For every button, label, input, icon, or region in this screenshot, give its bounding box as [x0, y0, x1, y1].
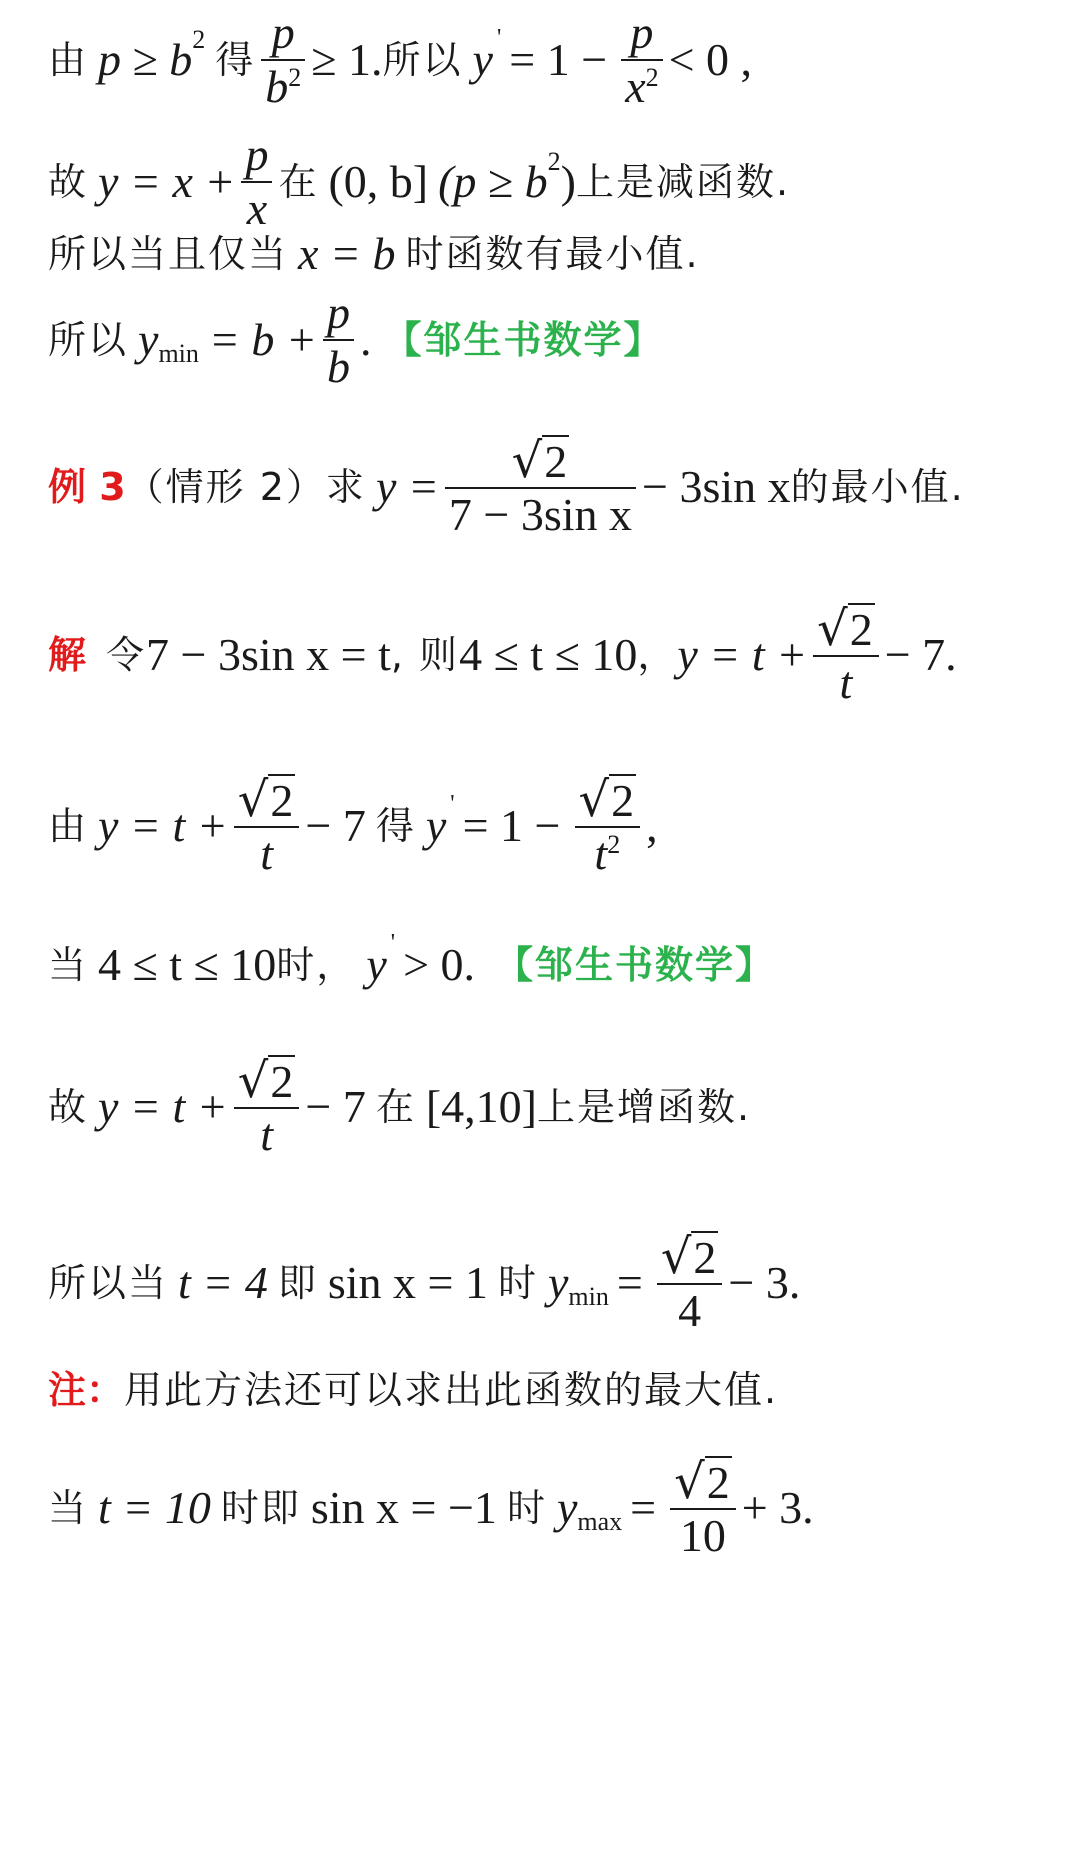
denominator: t	[594, 827, 608, 879]
subscript-min: min	[568, 1282, 609, 1311]
greater-than-zero: > 0.	[403, 939, 476, 990]
interval: (0, b]	[328, 156, 429, 207]
example-3-statement	[48, 432, 1060, 542]
brand-watermark: 【邹生书数学】	[495, 943, 776, 987]
fraction-sqrt2-over-4	[657, 1228, 723, 1336]
sinx-equals-minus-1: sin x = −1	[310, 1482, 497, 1533]
text-zai: 在	[375, 1085, 416, 1129]
substitution: 7 − 3sin x = t	[146, 629, 391, 680]
text-min-value: 时函数有最小值.	[405, 232, 700, 276]
text-ze: , 则	[390, 633, 460, 677]
text-zai: 在	[278, 160, 319, 204]
y-equals-t-plus: y = t +	[98, 800, 228, 851]
ge-one: ≥ 1.	[311, 34, 383, 85]
condition-math: p ≥ b	[98, 34, 193, 85]
plus-3: + 3.	[741, 1482, 814, 1533]
fraction-p-over-x	[241, 128, 272, 234]
minus-3sinx: − 3sin x	[642, 461, 791, 512]
sinx-equals-1: sin x = 1	[327, 1257, 488, 1308]
minimum-result	[48, 1228, 1060, 1338]
brand-watermark: 【邹生书数学】	[383, 318, 664, 362]
t-equals-10: t = 10	[98, 1482, 211, 1533]
superscript: 2	[645, 63, 659, 92]
var-y: y	[366, 939, 387, 990]
var-y: y	[556, 1482, 578, 1533]
var-y: y	[138, 314, 159, 365]
text-gu: 故	[48, 1085, 89, 1129]
t-range: 4 ≤ t ≤ 10	[459, 629, 638, 680]
text-case-2: （情形 2）求	[125, 465, 366, 509]
radicand: 2	[611, 774, 635, 826]
superscript: 2	[288, 63, 302, 92]
denominator: x	[246, 183, 268, 234]
derivation-line-2	[48, 128, 1060, 234]
text-decreasing: 上是减函数.	[576, 160, 791, 204]
prime-mark: '	[390, 930, 396, 956]
sqrt-2: √ 2	[578, 771, 635, 828]
superscript: 2	[547, 147, 561, 176]
var-y: y	[472, 34, 493, 85]
solution-substitution	[48, 600, 1060, 710]
text-you: 由	[48, 804, 89, 848]
numerator: p	[245, 128, 269, 180]
y-equals-t-plus: y = t +	[98, 1081, 228, 1132]
y-equals-t-plus: y = t +	[677, 629, 808, 680]
sqrt-2: √ 2	[237, 771, 294, 828]
sign-of-derivative	[48, 930, 1060, 996]
comma: ,	[646, 800, 658, 851]
solution-label: 解	[48, 633, 87, 677]
minus-3: − 3.	[728, 1257, 801, 1308]
fraction-p-over-x2	[621, 6, 662, 112]
equals-one-minus: = 1 −	[462, 800, 561, 851]
sqrt-2: √ 2	[511, 432, 568, 489]
derivation-line-1	[48, 6, 1060, 112]
derivative-line	[48, 768, 1060, 884]
equals: =	[616, 1257, 643, 1308]
denominator: x	[625, 61, 646, 112]
text-find-min: 的最小值.	[790, 465, 965, 509]
less-than-zero: < 0 ,	[668, 34, 753, 85]
example-label: 例 3	[48, 465, 126, 509]
fraction-sqrt2-over-t	[813, 600, 879, 708]
subscript-min: min	[158, 339, 199, 368]
t-equals-4: t = 4	[178, 1257, 268, 1308]
text-when-only-when: 所以当且仅当	[48, 232, 289, 276]
denominator: 10	[679, 1509, 726, 1561]
var-y: y	[548, 1257, 569, 1308]
denominator: t	[260, 827, 273, 879]
fraction-sqrt2-over-t	[234, 771, 300, 879]
numerator: p	[326, 286, 350, 338]
text-shi: 时	[497, 1261, 538, 1305]
minus-7: − 7.	[884, 629, 957, 680]
fraction-sqrt2-over-expr	[445, 432, 636, 540]
text-shi: 时，	[276, 943, 357, 987]
increasing-conclusion	[48, 1052, 1060, 1162]
text-you: 由	[48, 38, 89, 82]
sqrt-2: √ 2	[660, 1228, 717, 1285]
period: .	[359, 314, 372, 365]
text-shi: 时	[506, 1486, 547, 1530]
condition-close: )	[560, 156, 576, 207]
denominator: b	[326, 341, 350, 392]
function-lhs: y = x +	[98, 156, 236, 207]
radicand: 2	[544, 435, 568, 487]
numerator: p	[271, 6, 295, 58]
denominator: 4	[678, 1284, 702, 1336]
fraction-p-over-b	[323, 286, 354, 392]
text-gu: 故	[48, 160, 89, 204]
text-de: 得	[375, 804, 416, 848]
superscript: 2	[607, 829, 621, 859]
denominator: t	[260, 1108, 273, 1160]
radicand: 2	[849, 603, 873, 655]
equals: =	[630, 1482, 657, 1533]
y-equals: y =	[375, 461, 439, 512]
interval: [4,10]	[425, 1081, 537, 1132]
sqrt-2: √ 2	[817, 600, 873, 657]
text-ji: 即	[277, 1261, 318, 1305]
var-y: y	[425, 800, 447, 851]
prime-mark: '	[496, 25, 502, 51]
fraction-p-over-b2	[261, 6, 305, 112]
text-suoyi: 所以	[382, 38, 463, 82]
fraction-sqrt2-over-t	[234, 1052, 300, 1160]
subscript-max: max	[577, 1507, 623, 1536]
text-increasing: 上是增函数.	[537, 1085, 752, 1129]
note-label: 注：	[48, 1368, 125, 1412]
maximum-result	[48, 1450, 1060, 1566]
derivation-line-4	[48, 286, 1060, 392]
numerator: p	[630, 6, 654, 58]
t-range: 4 ≤ t ≤ 10	[98, 939, 277, 990]
sqrt-2: √ 2	[237, 1052, 294, 1109]
text-suoyi: 所以	[48, 318, 129, 362]
text-de: 得	[215, 38, 256, 82]
condition-open: (p ≥ b	[438, 156, 548, 207]
radicand: 2	[270, 1055, 294, 1107]
fraction-sqrt2-over-10	[670, 1453, 736, 1561]
minus-7: − 7	[305, 1081, 366, 1132]
text-shi-ji: 时即	[220, 1486, 301, 1530]
denominator: t	[839, 656, 853, 708]
note-text: 用此方法还可以求出此函数的最大值.	[124, 1368, 779, 1412]
derivation-line-3	[48, 226, 1060, 282]
fraction-sqrt2-over-t2	[575, 771, 641, 879]
note-line	[48, 1362, 1060, 1418]
text-dang: 当	[48, 1486, 89, 1530]
superscript: 2	[192, 25, 206, 54]
minus-7: − 7	[305, 800, 366, 851]
denominator: 7 − 3sin x	[448, 488, 633, 540]
radicand: 2	[270, 774, 294, 826]
sqrt-2: √ 2	[674, 1453, 730, 1510]
equals-one-minus: = 1 −	[509, 34, 608, 85]
text-dang: 当	[48, 943, 89, 987]
denominator: b	[265, 61, 289, 112]
fraction-bar	[575, 826, 641, 828]
equals-b-plus: = b +	[208, 314, 317, 365]
comma: ，	[637, 633, 678, 677]
text-suoyi-dang: 所以当	[48, 1261, 169, 1305]
x-equals-b: x = b	[298, 228, 396, 279]
text-ling: 令	[106, 633, 147, 677]
prime-mark: '	[450, 791, 455, 817]
radicand: 2	[693, 1231, 717, 1283]
radicand: 2	[706, 1456, 730, 1508]
